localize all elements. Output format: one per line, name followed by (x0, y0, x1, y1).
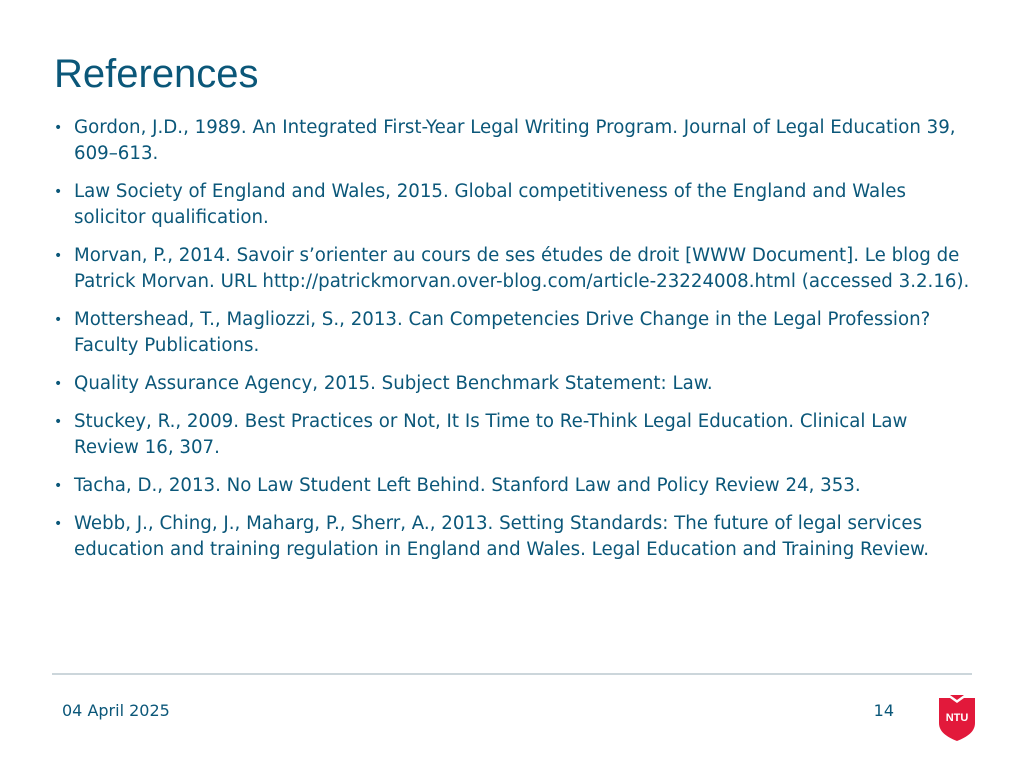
bullet-icon: • (54, 248, 63, 264)
reference-item (54, 115, 974, 167)
reference-item (54, 243, 974, 295)
reference-text: Mottershead, T., Magliozzi, S., 2013. Can Competencies Drive Change in the Legal Profession? Faculty Publications. (74, 309, 931, 356)
reference-text: Quality Assurance Agency, 2015. Subject Benchmark Statement: Law. (74, 373, 713, 394)
reference-text: Tacha, D., 2013. No Law Student Left Behind. Stanford Law and Policy Review 24, 353. (74, 475, 861, 496)
reference-item (54, 179, 974, 231)
reference-list (54, 115, 974, 575)
slide-title: References (54, 52, 259, 96)
bullet-icon: • (54, 120, 63, 136)
logo-text: NTU (945, 712, 969, 724)
reference-item (54, 371, 974, 397)
reference-text: Morvan, P., 2014. Savoir s’orienter au cours de ses études de droit [WWW Document]. Le blog de Patrick Morvan. URL http://patrickmorvan.over-blog.com/article-23224008.html (accessed 3.2.16). (74, 245, 970, 292)
footer-date: 04 April 2025 (62, 701, 170, 720)
reference-text: Gordon, J.D., 1989. An Integrated First-Year Legal Writing Program. Journal of Legal Education 39, 609–613. (74, 117, 956, 164)
bullet-icon: • (54, 478, 63, 494)
reference-item (54, 511, 974, 563)
reference-text: Law Society of England and Wales, 2015. Global competitiveness of the England and Wales solicitor qualification. (74, 181, 906, 228)
page-number: 14 (873, 701, 894, 720)
reference-item (54, 307, 974, 359)
logo-notch (950, 695, 964, 700)
ntu-logo (937, 694, 977, 742)
bullet-icon: • (54, 312, 63, 328)
footer-divider (52, 673, 972, 675)
reference-item (54, 473, 974, 499)
bullet-icon: • (54, 414, 63, 430)
bullet-icon: • (54, 184, 63, 200)
ntu-shield-icon (937, 694, 977, 742)
reference-item (54, 409, 974, 461)
bullet-icon: • (54, 516, 63, 532)
reference-text: Webb, J., Ching, J., Maharg, P., Sherr, A., 2013. Setting Standards: The future of legal services education and training regulation in England and Wales. Legal Education and Training Review. (74, 513, 930, 560)
reference-text: Stuckey, R., 2009. Best Practices or Not, It Is Time to Re-Think Legal Education. Clinical Law Review 16, 307. (74, 411, 908, 458)
bullet-icon: • (54, 376, 63, 392)
